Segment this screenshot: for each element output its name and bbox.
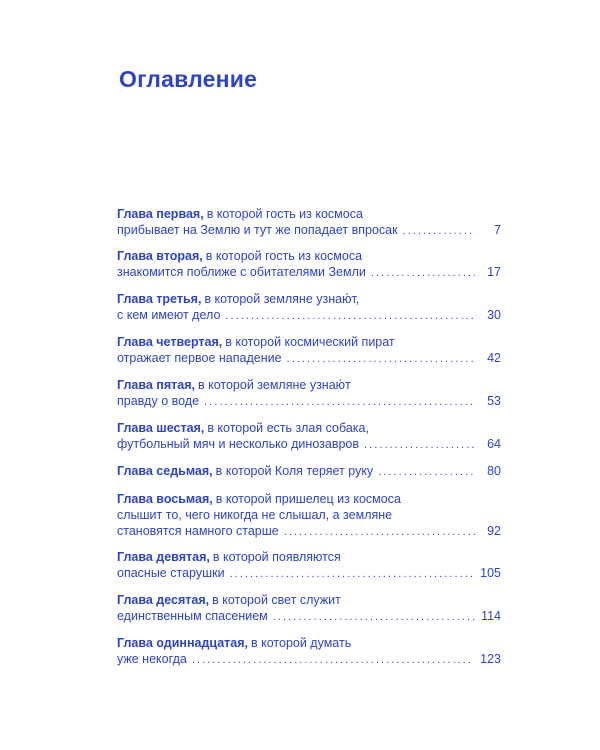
- page-number: 42: [487, 351, 501, 365]
- toc-line: [117, 651, 501, 668]
- toc-line: [117, 565, 501, 582]
- page-number: 105: [480, 566, 501, 580]
- chapter-description: с кем имеют дело: [117, 308, 221, 322]
- chapter-description: в которой свет служит: [212, 593, 341, 607]
- toc-line: [117, 264, 501, 281]
- dot-leader: [284, 524, 475, 541]
- chapter-description: в которой появляются: [212, 550, 341, 564]
- toc-line: [117, 377, 501, 394]
- dot-leader: [371, 265, 475, 282]
- toc-line: [117, 549, 501, 566]
- dot-leader: [364, 437, 475, 454]
- toc-line: [117, 608, 501, 625]
- toc-line: [117, 307, 501, 324]
- dot-leader: [192, 652, 474, 669]
- chapter-description: становятся намного старше: [117, 524, 279, 538]
- toc-line: [117, 222, 501, 239]
- chapter-title: Глава девятая,: [117, 550, 210, 564]
- chapter-description: футбольный мяч и несколько динозавров: [117, 437, 359, 451]
- chapter-description: единственным спасением: [117, 609, 268, 623]
- chapter-title: Глава третья,: [117, 292, 202, 306]
- toc-line: [117, 420, 501, 437]
- chapter-description: в которой думать: [251, 636, 352, 650]
- chapter-description: в которой гость из космоса: [205, 249, 363, 263]
- chapter-description: прибывает на Землю и тут же попадает впросак: [117, 223, 398, 237]
- dot-leader: [287, 351, 475, 368]
- toc-line: [117, 393, 501, 410]
- chapter-description: в которой Коля теряет руку: [215, 464, 374, 478]
- page-number: 64: [487, 437, 501, 451]
- chapter-title: Глава шестая,: [117, 421, 205, 435]
- chapter-description: уже некогда: [117, 652, 187, 666]
- chapter-description: в которой земляне узнаю́т,: [204, 292, 360, 306]
- chapter-description: знакомится поближе с обитателями Земли: [117, 265, 366, 279]
- chapter-description: отражает первое нападение: [117, 351, 282, 365]
- dot-leader: [403, 223, 475, 240]
- chapter-description: в которой пришелец из космоса: [215, 492, 401, 506]
- chapter-title: Глава седьмая,: [117, 464, 213, 478]
- chapter-title: Глава восьмая,: [117, 492, 213, 506]
- toc-line: [117, 523, 501, 540]
- chapter-description: опасные старушки: [117, 566, 225, 580]
- toc-line: [117, 491, 501, 508]
- page-number: 114: [481, 609, 501, 623]
- toc-line: [117, 463, 501, 480]
- chapter-title: Глава четвертая,: [117, 335, 223, 349]
- dot-leader: [230, 566, 475, 583]
- page-title: Оглавление: [119, 66, 258, 92]
- toc-line: [117, 507, 501, 524]
- chapter-description: слышит то, чего никогда не слышал, а земляне: [117, 508, 393, 522]
- page-number: 7: [494, 223, 501, 237]
- dot-leader: [204, 394, 475, 411]
- chapter-description: в которой земляне узнаю́т: [198, 378, 351, 392]
- chapter-title: Глава десятая,: [117, 593, 210, 607]
- page-number: 123: [480, 652, 501, 666]
- toc-line: [117, 436, 501, 453]
- page-number: 30: [487, 308, 501, 322]
- chapter-title: Глава одиннадцатая,: [117, 636, 249, 650]
- chapter-description: в которой гость из космоса: [206, 207, 363, 221]
- toc-line: [117, 592, 501, 609]
- toc-line: [117, 206, 501, 223]
- chapter-description: в которой космический пират: [225, 335, 395, 349]
- page-number: 92: [487, 524, 501, 538]
- toc-line: [117, 350, 501, 367]
- chapter-title: Глава вторая,: [117, 249, 203, 263]
- chapter-title: Глава пятая,: [117, 378, 195, 392]
- toc-line: [117, 248, 501, 265]
- page-number: 80: [487, 464, 501, 478]
- dot-leader: [225, 308, 475, 325]
- toc-line: [117, 635, 501, 652]
- dot-leader: [378, 464, 475, 481]
- page-number: 17: [487, 265, 501, 279]
- page-number: 53: [487, 394, 501, 408]
- toc-line: [117, 291, 501, 308]
- chapter-description: правду о воде: [117, 394, 200, 408]
- dot-leader: [273, 609, 475, 626]
- chapter-title: Глава первая,: [117, 207, 204, 221]
- chapter-description: в которой есть злая собака,: [207, 421, 369, 435]
- toc-line: [117, 334, 501, 351]
